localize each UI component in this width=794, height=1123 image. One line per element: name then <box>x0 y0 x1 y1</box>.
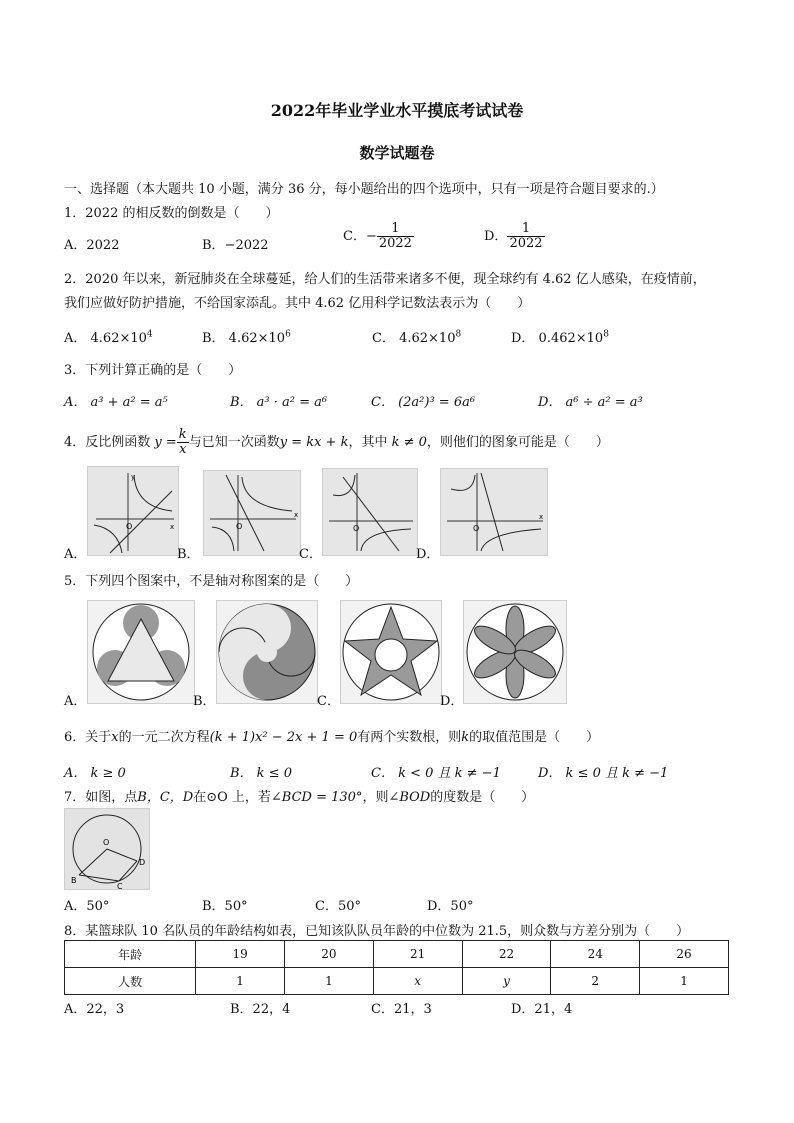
q1-option-c: C．− $\frac{1}{2022}$ <box>343 221 412 251</box>
q7-label-d: D <box>139 858 146 867</box>
q7-circle-figure <box>64 808 150 890</box>
q7-option-d: D．50° <box>427 899 474 914</box>
table-cell: 19 <box>196 941 285 968</box>
svg-text:O: O <box>236 522 243 531</box>
q7-option-a: A．50° <box>64 899 110 914</box>
q3-option-d: D． a⁶ ÷ a² = a³ <box>538 395 643 410</box>
svg-text:O: O <box>126 522 133 531</box>
table-cell: 人数 <box>65 968 196 995</box>
q8-stem: 8．某篮球队 10 名队员的年龄结构如表，已知该队队员年龄的中位数为 21.5，则众数与方差分别为（ ） <box>64 924 690 939</box>
svg-text:y: y <box>131 473 136 481</box>
section-heading: 一、选择题（本大题共 10 小题，满分 36 分，每小题给出的四个选项中，只有一项是符合题目要求的.） <box>64 182 664 197</box>
q6-stem: 6．关于x的一元二次方程(k + 1)x² − 2x + 1 = 0有两个实数根，则k的取值范围是（ ） <box>64 730 600 745</box>
table-cell: 1 <box>196 968 285 995</box>
svg-text:x: x <box>170 523 175 531</box>
q2-option-c: C． $4.62\times 10^8$ <box>372 329 462 346</box>
table-cell: 年龄 <box>65 941 196 968</box>
q4-label-d: D． <box>416 547 440 562</box>
q6-option-b: B． k ≤ 0 <box>230 766 292 781</box>
q8-option-d: D．21，4 <box>511 1002 573 1017</box>
table-cell: 22 <box>462 941 551 968</box>
q7-option-b: B．50° <box>202 899 248 914</box>
q3-stem: 3．下列计算正确的是（ ） <box>64 363 242 378</box>
table-cell: y <box>462 968 551 995</box>
q3-option-a: A． a³ + a² = a⁵ <box>64 395 168 410</box>
q1-option-d: D． $\frac{1}{2022}$ <box>484 221 543 251</box>
table-cell: x <box>373 968 462 995</box>
table-cell: 1 <box>285 968 374 995</box>
q5-figure-c <box>340 600 442 704</box>
table-row <box>65 941 729 968</box>
q4-label-a: A． <box>64 547 87 562</box>
exam-subtitle: 数学试题卷 <box>359 144 435 162</box>
svg-text:x: x <box>294 511 299 519</box>
table-cell: 26 <box>640 941 729 968</box>
q5-label-b: B． <box>193 694 216 709</box>
q5-label-c: C． <box>317 694 340 709</box>
table-cell: 2 <box>551 968 640 995</box>
q1-stem: 1．2022 的相反数的倒数是（ ） <box>64 206 279 221</box>
q5-figure-b <box>216 600 318 704</box>
q4-label-c: C． <box>299 547 322 562</box>
q5-figure-d <box>463 600 567 704</box>
exam-title: 2022年毕业学业水平摸底考试试卷 <box>270 101 524 120</box>
table-row <box>65 968 729 995</box>
q2-option-a: A． $4.62\times 10^4$ <box>64 329 153 346</box>
q5-figure-a <box>87 600 195 704</box>
q6-option-c: C． k < 0 且 k ≠ −1 <box>371 766 501 781</box>
q4-graph-b <box>203 470 301 556</box>
q5-stem: 5．下列四个图案中，不是轴对称图案的是（ ） <box>64 574 359 589</box>
q2-option-d: D． $0.462\times 10^8$ <box>511 329 609 346</box>
q7-stem: 7．如图，点B，C，D在⊙O 上，若∠BCD = 130°，则∠BOD的度数是（ ） <box>64 790 535 805</box>
q7-label-c: C <box>117 882 123 889</box>
table-cell: 20 <box>285 941 374 968</box>
q4-graph-a <box>87 466 179 556</box>
q1-option-b: B．−2022 <box>202 238 269 253</box>
q3-option-c: C． (2a²)³ = 6a⁶ <box>371 395 476 410</box>
q7-option-c: C．50° <box>315 899 361 914</box>
table-cell: 1 <box>640 968 729 995</box>
q4-stem: 4．反比例函数 y = $\frac{k}{x}$ 与已知一次函数y = kx + k，其中 k ≠ 0，则他们的图象可能是（ ） <box>64 427 609 457</box>
q7-label-o: O <box>103 838 110 847</box>
q6-option-d: D． k ≤ 0 且 k ≠ −1 <box>538 766 669 781</box>
q4-label-b: B． <box>177 547 200 562</box>
q5-label-d: D． <box>440 694 464 709</box>
q7-label-b: B <box>71 876 77 885</box>
q2-line-2: 我们应做好防护措施，不给国家添乱。其中 4.62 亿用科学记数法表示为（ ） <box>64 296 531 311</box>
q3-option-b: B． a³ · a² = a⁶ <box>230 395 328 410</box>
table-cell: 21 <box>373 941 462 968</box>
q4-graph-d <box>440 468 548 556</box>
q1-option-a: A．2022 <box>64 238 120 253</box>
q8-option-c: C．21，3 <box>371 1002 432 1017</box>
q5-label-a: A． <box>64 694 87 709</box>
q2-line-1: 2．2020 年以来，新冠肺炎在全球蔓延，给人们的生活带来诸多不便，现全球约有 4.62 亿人感染，在疫情前， <box>64 272 706 287</box>
svg-text:x: x <box>539 513 544 521</box>
q6-option-a: A． k ≥ 0 <box>64 766 126 781</box>
q8-option-a: A．22，3 <box>64 1002 125 1017</box>
q8-option-b: B．22，4 <box>230 1002 291 1017</box>
q2-option-b: B． $4.62\times 10^6$ <box>202 329 291 346</box>
svg-text:O: O <box>353 524 360 533</box>
table-cell: 24 <box>551 941 640 968</box>
svg-text:O: O <box>473 524 480 533</box>
q4-graph-c <box>322 468 418 556</box>
age-table <box>64 940 729 995</box>
